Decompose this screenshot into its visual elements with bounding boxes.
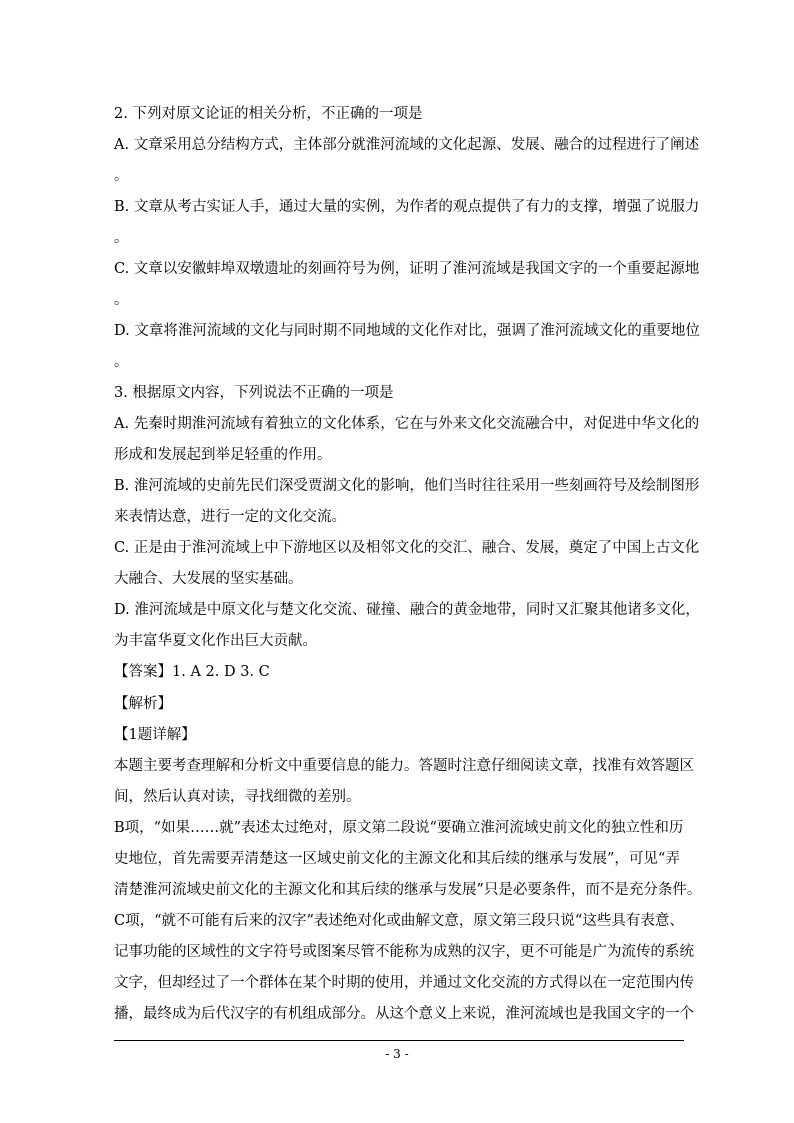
- question-3-option-c: C. 正是由于淮河流域上中下游地区以及相邻文化的交汇、融合、发展，奠定了中国上古文化: [114, 540, 700, 556]
- text-line: 。: [114, 168, 129, 184]
- analysis-option-c: C项，“就不可能有后来的汉字”表述绝对化或曲解文意，原文第三段只说“这些具有表意、: [114, 913, 684, 929]
- text-line: 间，然后认真对读，寻找细微的差别。: [114, 789, 361, 805]
- question-3-option-d: D. 淮河流域是中原文化与楚文化交流、碰撞、融合的黄金地带，同时又汇聚其他诸多文化，: [114, 602, 700, 618]
- text-line: 大融合、大发展的坚实基础。: [114, 571, 303, 587]
- text-line: 形成和发展起到举足轻重的作用。: [114, 447, 332, 463]
- text-line: 史地位，首先需要弄清楚这一区域史前文化的主源文化和其后续的继承与发展”，可见“弄: [114, 851, 680, 867]
- question-1-detail-heading: 【1题详解】: [114, 727, 196, 743]
- text-line: 。: [114, 354, 129, 370]
- analysis-paragraph: 本题主要考查理解和分析文中重要信息的能力。答题时注意仔细阅读文章，找准有效答题区: [114, 758, 694, 774]
- question-3-option-a: A. 先秦时期淮河流域有着独立的文化体系，它在与外来文化交流融合中，对促进中华文化的: [114, 416, 700, 432]
- question-2-option-b: B. 文章从考古实证人手，通过大量的实例，为作者的观点提供了有力的支撑，增强了说服力: [114, 199, 700, 215]
- text-line: 播，最终成为后代汉字的有机组成部分。从这个意义上来说，淮河流域也是我国文字的一个: [114, 1006, 694, 1022]
- analysis-option-b: B项，“如果……就”表述太过绝对，原文第二段说“要确立淮河流域史前文化的独立性和历: [114, 820, 684, 836]
- question-3-option-b: B. 淮河流域的史前先民们深受贾湖文化的影响，他们当时往往采用一些刻画符号及绘制图形: [114, 478, 700, 494]
- question-2-option-a: A. 文章采用总分结构方式，主体部分就淮河流域的文化起源、发展、融合的过程进行了阐述: [114, 137, 700, 153]
- text-line: 清楚淮河流域史前文化的主源文化和其后续的继承与发展”只是必要条件，而不是充分条件。: [114, 882, 702, 898]
- question-3-stem: 3. 根据原文内容，下列说法不正确的一项是: [114, 385, 394, 401]
- question-2-option-c: C. 文章以安徽蚌埠双墩遗址的刻画符号为例，证明了淮河流域是我国文字的一个重要起源地: [114, 261, 700, 277]
- footer-divider: [114, 1040, 684, 1041]
- text-line: 文字，但却经过了一个群体在某个时期的使用，并通过文化交流的方式得以在一定范围内传: [114, 975, 694, 991]
- text-line: 记事功能的区域性的文字符号或图案尽管不能称为成熟的汉字，更不可能是广为流传的系统: [114, 944, 694, 960]
- text-line: 。: [114, 230, 129, 246]
- analysis-heading: 【解析】: [114, 696, 172, 712]
- text-line: 为丰富华夏文化作出巨大贡献。: [114, 633, 317, 649]
- question-2-stem: 2. 下列对原文论证的相关分析，不正确的一项是: [114, 106, 423, 122]
- page-number: - 3 -: [385, 1047, 409, 1061]
- text-line: 来表情达意，进行一定的文化交流。: [114, 509, 346, 525]
- answer-line: 【答案】1. A 2. D 3. C: [114, 664, 270, 680]
- question-2-option-d: D. 文章将淮河流域的文化与同时期不同地域的文化作对比，强调了淮河流域文化的重要地位: [114, 323, 700, 339]
- text-line: 。: [114, 292, 129, 308]
